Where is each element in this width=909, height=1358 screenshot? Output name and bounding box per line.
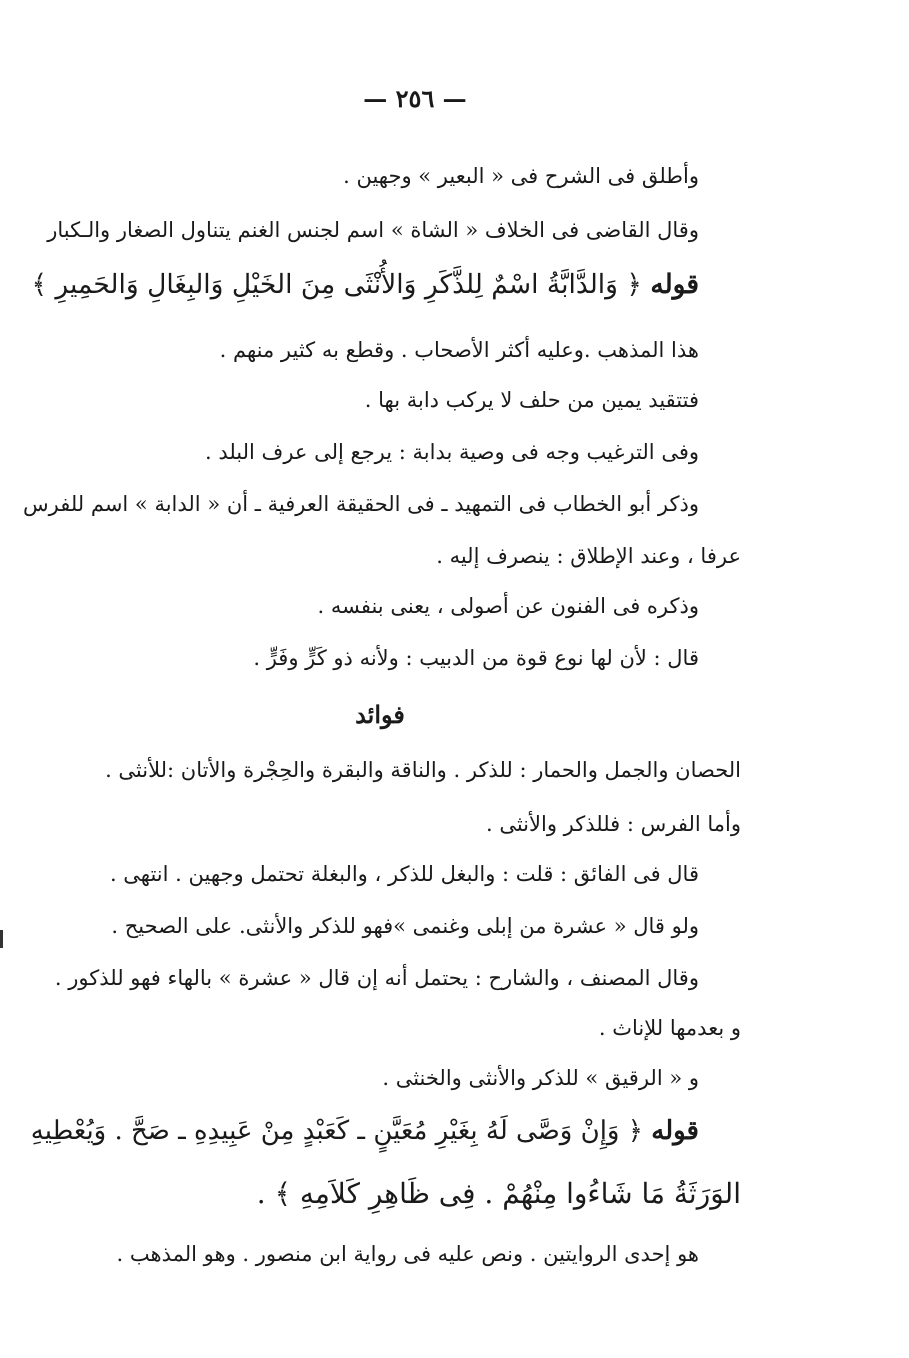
- keyword-qawluh: قوله: [651, 1116, 699, 1146]
- text-line-quote: الوَرَثَةُ مَا شَاءُوا مِنْهُمْ . فِى ظَاهِرِ كَلاَمِهِ ﴾ .: [256, 1177, 741, 1210]
- text-line: قال : لأن لها نوع قوة من الدبيب : ولأنه ذو كَرٍّ وفَرٍّ .: [253, 646, 699, 670]
- text-line: عرفا ، وعند الإطلاق : ينصرف إليه .: [436, 544, 741, 568]
- text-line: الحصان والجمل والحمار : للذكر . والناقة والبقرة والحِجْرة والأتان :للأنثى .: [105, 758, 741, 782]
- text-line-quote: قوله ﴿ وَإِنْ وَصَّى لَهُ بِغَيْرِ مُعَيَّنٍ ـ كَعَبْدٍ مِنْ عَبِيدِهِ ـ صَحَّ . وَيُعْطِيهِ: [30, 1116, 699, 1146]
- text-line-quote: قوله ﴿ وَالدَّابَّةُ اسْمٌ لِلذَّكَرِ وَالأُنْثَى مِنَ الخَيْلِ وَالبِغَالِ وَالحَمِيرِ ﴾: [31, 269, 699, 300]
- text-line: و بعدمها للإناث .: [598, 1016, 741, 1040]
- page-number: — ٢٥٦ —: [363, 84, 467, 113]
- text-line: وأما الفرس : فللذكر والأنثى .: [485, 812, 741, 836]
- keyword-qawluh: قوله: [650, 269, 699, 300]
- text-line: و « الرقيق » للذكر والأنثى والخنثى .: [382, 1066, 699, 1090]
- scan-edge-mark: [0, 930, 3, 948]
- text-line: وفى الترغيب وجه فى وصية بدابة : يرجع إلى عرف البلد .: [204, 440, 699, 464]
- text-line: هو إحدى الروايتين . ونص عليه فى رواية ابن منصور . وهو المذهب .: [116, 1242, 699, 1266]
- text-line: وقال القاضى فى الخلاف « الشاة » اسم لجنس الغنم يتناول الصغار والـكبار: [47, 218, 699, 242]
- text-line: وذكر أبو الخطاب فى التمهيد ـ فى الحقيقة العرفية ـ أن « الدابة » اسم للفرس: [22, 492, 699, 516]
- text-line: قال فى الفائق : قلت : والبغل للذكر ، والبغلة تحتمل وجهين . انتهى .: [109, 862, 699, 886]
- section-heading: فوائد: [355, 700, 405, 729]
- text-line: فتتقيد يمين من حلف لا يركب دابة بها .: [364, 388, 699, 412]
- text-line: وقال المصنف ، والشارح : يحتمل أنه إن قال « عشرة » بالهاء فهو للذكور .: [54, 966, 699, 990]
- text-line: وأطلق فى الشرح فى « البعير » وجهين .: [343, 164, 699, 188]
- text-line: ولو قال « عشرة من إبلى وغنمى »فهو للذكر والأنثى. على الصحيح .: [111, 914, 699, 938]
- text-line: وذكره فى الفنون عن أصولى ، يعنى بنفسه .: [317, 594, 699, 618]
- text-line: هذا المذهب .وعليه أكثر الأصحاب . وقطع به كثير منهم .: [219, 338, 699, 362]
